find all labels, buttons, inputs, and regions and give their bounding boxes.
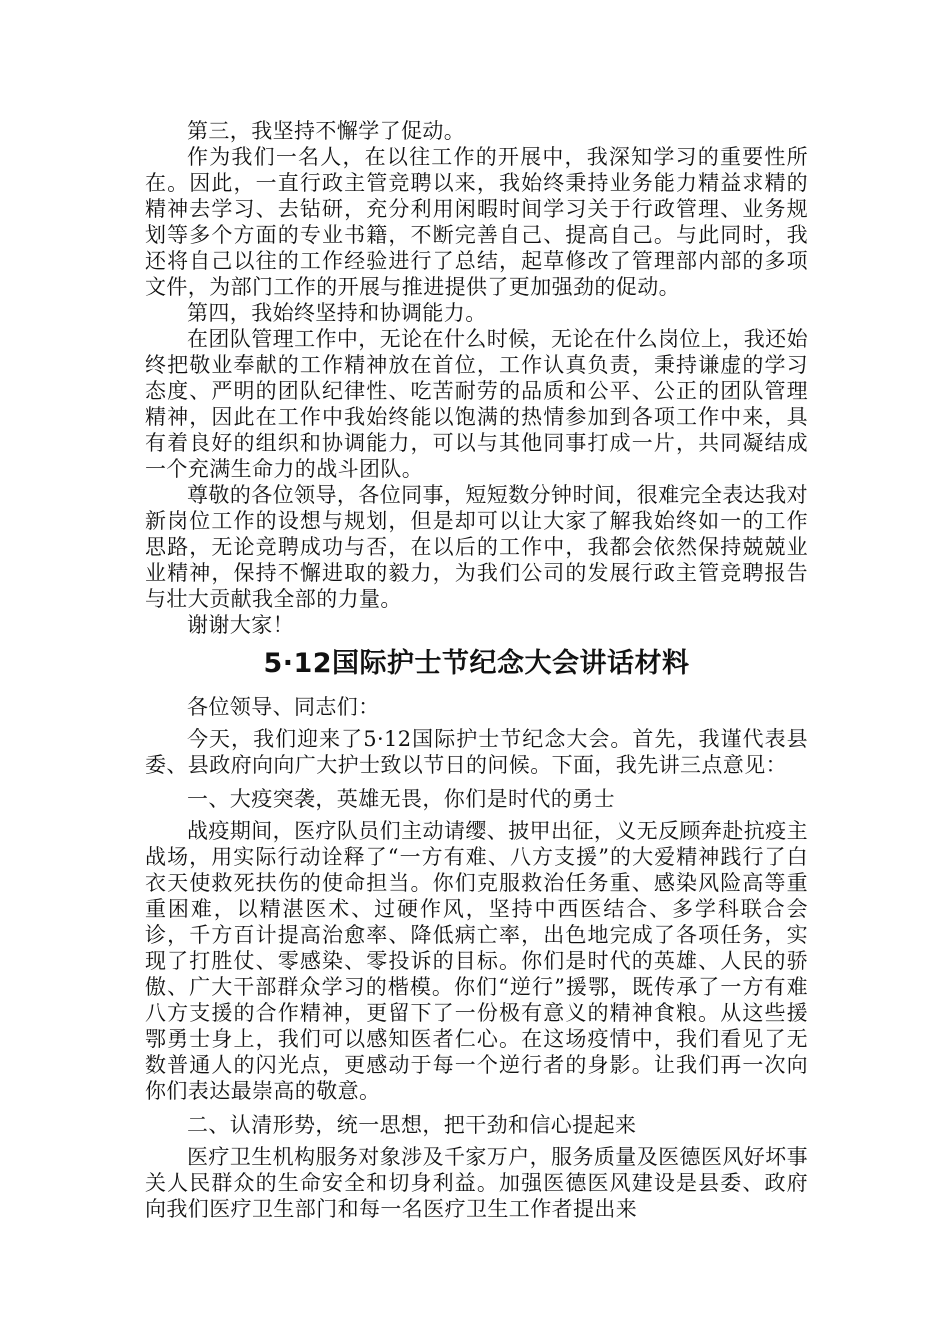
paragraph-point-four: 第四，我始终坚持和协调能力。 bbox=[187, 301, 487, 325]
document-page bbox=[145, 118, 808, 1222]
paragraph-closing: 尊敬的各位领导，各位同事，短短数分钟时间，很难完全表达我对新岗位工作的设想与规划，但是却可以让大家了解我始终如一的工作思路，无论竞聘成功与否，在以后的工作中，我都会依然保持兢兢业业精神，保持不懈进取的毅力，为我们公司的发展行政主管竞聘报告与壮大贡献我全部的力量。 bbox=[145, 483, 808, 611]
paragraph-section-one: 战疫期间，医疗队员们主动请缨、披甲出征，义无反顾奔赴抗疫主战场，用实际行动诠释了“一方有难、八方支援”的大爱精神践行了白衣天使救死扶伤的使命担当。你们克服救治任务重、感染风险高等重重困难，以精湛医术、过硬作风，坚持中西医结合、多学科联合会诊，千方百计提高治愈率、降低病亡率，出色地完成了各项任务，实现了打胜仗、零感染、零投诉的目标。你们是时代的英雄、人民的骄傲、广大干部群众学习的楷模。你们“逆行”援鄂，既传承了一方有难八方支援的合作精神，更留下了一份极有意义的精神食粮。从这些援鄂勇士身上，我们可以感知医者仁心。在这场疫情中，我们看见了无数普通人的闪光点，更感动于每一个逆行者的身影。让我们再一次向你们表达最崇高的敬意。 bbox=[145, 819, 808, 1103]
section-heading-one: 一、大疫突袭，英雄无畏，你们是时代的勇士 bbox=[187, 787, 615, 811]
paragraph-thanks: 谢谢大家！ bbox=[187, 613, 294, 637]
salutation: 各位领导、同志们： bbox=[187, 695, 380, 719]
section-heading-two: 二、认清形势，统一思想，把干劲和信心提起来 bbox=[187, 1113, 637, 1137]
paragraph-team-management: 在团队管理工作中，无论在什么时候，无论在什么岗位上，我还始终把敬业奉献的工作精神放在首位，工作认真负责，秉持谦虚的学习态度、严明的团队纪律性、吃苦耐劳的品质和公平、公正的团队管理精神，因此在工作中我始终能以饱满的热情参加到各项工作中来，具有着良好的组织和协调能力，可以与其他同事打成一片，共同凝结成一个充满生命力的战斗团队。 bbox=[145, 327, 808, 481]
speech-title: 5·12国际护士节纪念大会讲话材料 bbox=[263, 648, 690, 679]
paragraph-learning: 作为我们一名人，在以往工作的开展中，我深知学习的重要性所在。因此，一直行政主管竞聘以来，我始终秉持业务能力精益求精的精神去学习、去钻研，充分利用闲暇时间学习关于行政管理、业务规划等多个方面的专业书籍，不断完善自己、提高自己。与此同时，我还将自己以往的工作经验进行了总结，起草修改了管理部内部的多项文件，为部门工作的开展与推进提供了更加强劲的促动。 bbox=[145, 145, 808, 299]
paragraph-intro: 今天，我们迎来了5·12国际护士节纪念大会。首先，我谨代表县委、县政府向向广大护士致以节日的问候。下面，我先讲三点意见： bbox=[145, 727, 808, 777]
paragraph-section-two: 医疗卫生机构服务对象涉及千家万户，服务质量及医德医风好坏事关人民群众的生命安全和切身利益。加强医德医风建设是县委、政府向我们医疗卫生部门和每一名医疗卫生工作者提出来 bbox=[145, 1145, 808, 1221]
paragraph-point-three: 第三，我坚持不懈学了促动。 bbox=[187, 119, 466, 143]
